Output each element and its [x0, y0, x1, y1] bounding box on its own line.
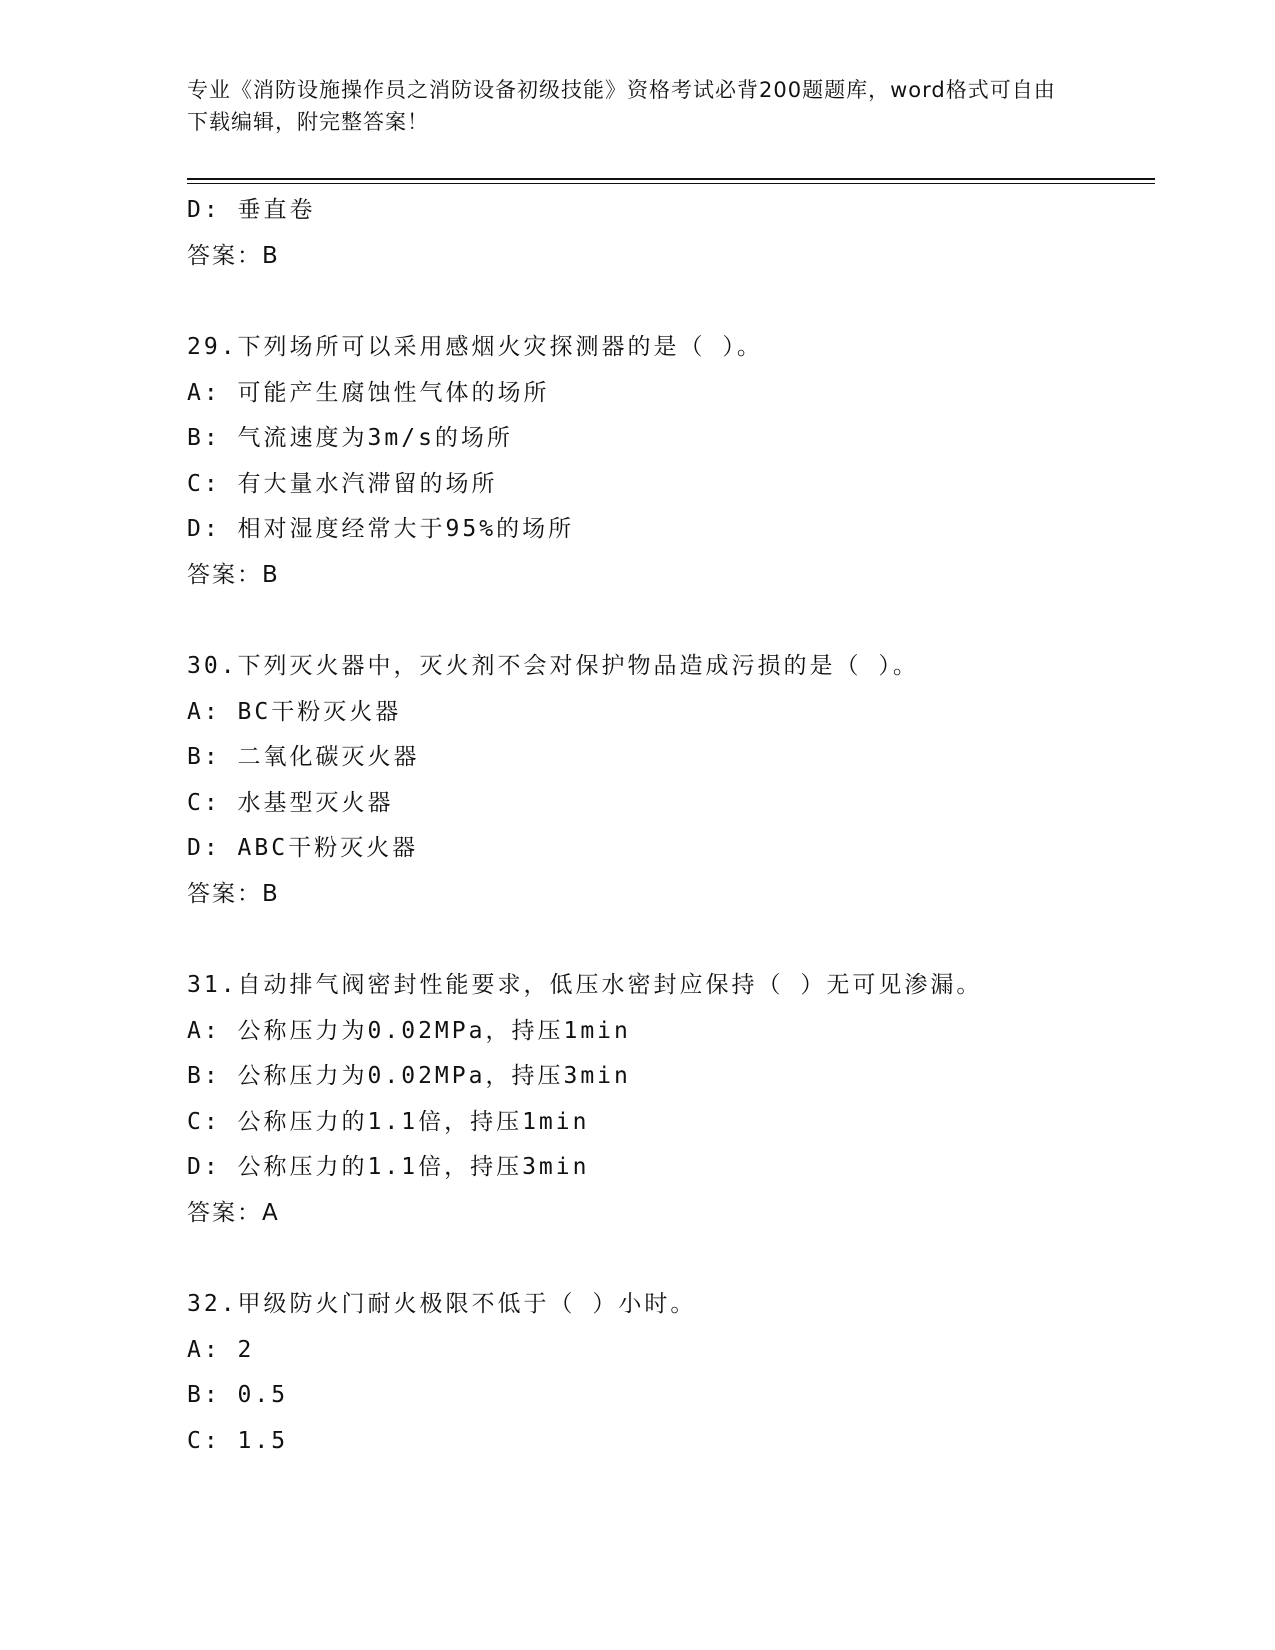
option-c: C: 公称压力的1.1倍，持压1min: [187, 1108, 590, 1135]
question-32: [187, 1282, 1147, 1464]
option-d: D: 垂直卷: [187, 197, 316, 223]
page-header: 专业《消防设施操作员之消防设备初级技能》资格考试必背200题题库，word格式可自由下载编辑，附完整答案！: [187, 78, 1056, 134]
answer-line: 答案：B: [187, 561, 280, 588]
question-stem: 31.自动排气阀密封性能要求，低压水密封应保持（ ）无可见渗漏。: [187, 972, 983, 998]
answer-line: 答案：A: [187, 1199, 280, 1226]
answer-line: 答案：B: [187, 880, 280, 907]
option-a: A: 可能产生腐蚀性气体的场所: [187, 379, 550, 406]
question-stem: 32.甲级防火门耐火极限不低于（ ）小时。: [187, 1291, 697, 1317]
spacer: [187, 917, 1147, 963]
option-d: D: ABC干粉灭火器: [187, 835, 419, 861]
spacer: [187, 279, 1147, 325]
question-stem: 30.下列灭火器中，灭火剂不会对保护物品造成污损的是（ ）。: [187, 653, 919, 679]
option-b: B: 0.5: [187, 1382, 289, 1408]
question-31: [187, 963, 1147, 1236]
option-d: D: 相对湿度经常大于95%的场所: [187, 516, 575, 542]
option-a: A: 2: [187, 1336, 255, 1363]
carryover-block: [187, 188, 1147, 279]
option-b: B: 气流速度为3m/s的场所: [187, 425, 513, 451]
option-c: C: 有大量水汽滞留的场所: [187, 470, 498, 497]
question-29: [187, 325, 1147, 598]
question-30: [187, 644, 1147, 917]
option-a: A: 公称压力为0.02MPa，持压1min: [187, 1017, 631, 1044]
option-a: A: BC干粉灭火器: [187, 698, 402, 725]
question-list: [187, 188, 1147, 1464]
header-rule-thick: [187, 178, 1155, 180]
answer-line: 答案：B: [187, 242, 280, 269]
option-c: C: 水基型灭火器: [187, 789, 394, 816]
spacer: [187, 1236, 1147, 1282]
option-c: C: 1.5: [187, 1427, 289, 1454]
option-d: D: 公称压力的1.1倍，持压3min: [187, 1154, 590, 1180]
option-b: B: 二氧化碳灭火器: [187, 744, 420, 770]
question-stem: 29.下列场所可以采用感烟火灾探测器的是（ ）。: [187, 334, 763, 360]
header-rule-thin: [187, 183, 1155, 184]
option-b: B: 公称压力为0.02MPa，持压3min: [187, 1063, 631, 1089]
spacer: [187, 598, 1147, 644]
